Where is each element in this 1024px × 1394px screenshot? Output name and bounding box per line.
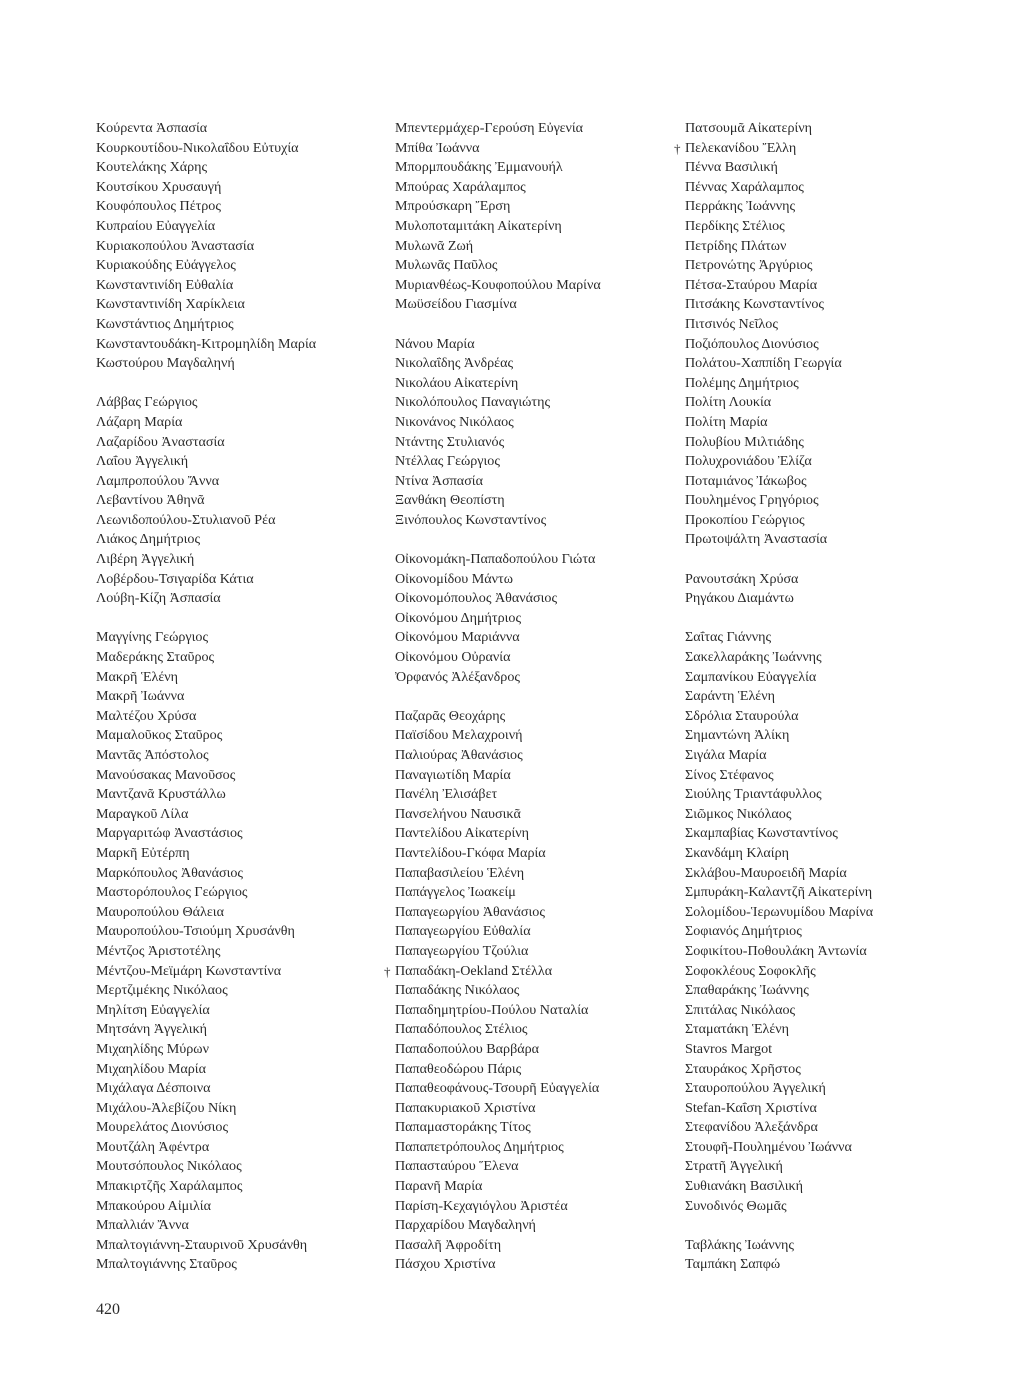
name-entry: Συνοδινός Θωμᾶς — [685, 1197, 787, 1214]
name-entry: Μαντᾶς Ἀπόστολος — [96, 747, 209, 763]
name-entry: Μιχάλου-Ἀλεβίζου Νίκη — [96, 1099, 237, 1116]
name-entry: Οἰκονόμου Δημήτριος — [395, 609, 522, 626]
name-entry: Σιῶμκος Νικόλαος — [685, 805, 792, 822]
dagger-mark: † — [674, 140, 681, 156]
name-entry: Παρίση-Κεχαγιόγλου Ἀριστέα — [395, 1197, 568, 1214]
group-spacer — [685, 550, 985, 570]
name-entry: Σκανδάμη Κλαίρη — [685, 844, 790, 861]
name-entry: Παπαδοπούλου Βαρβάρα — [395, 1040, 540, 1057]
name-entry: Παϊσίδου Μελαχροινή — [395, 727, 523, 744]
name-entry: Μιχάλαγα Δέσποινα — [96, 1080, 211, 1097]
name-entry: Παρχαρίδου Μαγδαληνή — [395, 1217, 536, 1234]
name-entry: Πετρονώτης Ἀργύριος — [685, 257, 813, 274]
name-entry: Μιχαηλίδης Μύρων — [96, 1040, 209, 1057]
name-entry: Πέννας Χαράλαμπος — [685, 178, 804, 195]
name-entry: Μυλωνᾶς Παῦλος — [395, 257, 498, 274]
page-number: 420 — [96, 1301, 120, 1318]
name-entry: Ταβλάκης Ἰωάννης — [685, 1236, 794, 1253]
name-entry: Πετρίδης Πλάτων — [685, 237, 787, 254]
name-entry: Κουτσίκου Χρυσαυγή — [96, 178, 222, 195]
name-entry: Πολυχρονιάδου Ἐλίζα — [685, 453, 812, 470]
name-entry: Μαρκῆ Εὐτέρπη — [96, 844, 190, 861]
name-entry: Λεβαντίνου Ἀθηνᾶ — [96, 492, 205, 509]
name-entry: Σαΐτας Γιάννης — [685, 629, 772, 646]
name-entry: Πασαλῆ Ἀφροδίτη — [395, 1236, 502, 1253]
name-entry: Οἰκονομάκη-Παπαδοπούλου Γιώτα — [395, 551, 596, 568]
name-entry: Μανούσακας Μανοῦσος — [96, 766, 236, 783]
name-entry: Κωνσταντινίδη Χαρίκλεια — [96, 296, 245, 313]
name-entry: Νικολάου Αἰκατερίνη — [395, 374, 519, 391]
name-entry: Μιχαηλίδου Μαρία — [96, 1060, 206, 1077]
name-entry: Πρωτοψάλτη Ἀναστασία — [685, 531, 828, 548]
name-entry: Παπαθεοδώρου Πάρις — [395, 1060, 522, 1077]
name-entry: Οἰκονόμου Μαριάννα — [395, 629, 520, 646]
name-entry: Παπαγεωργίου Εὐθαλία — [395, 923, 531, 940]
name-entry: Μπίθα Ἰωάννα — [395, 139, 480, 156]
name-entry: Ταμπάκη Σαπφώ — [685, 1256, 781, 1273]
name-entry: Μαγγίνης Γεώργιος — [96, 629, 209, 646]
name-entry: Κουτελάκης Χάρης — [96, 159, 208, 176]
name-entry: Σαράντη Ἑλένη — [685, 688, 775, 705]
name-entry: Κωνστάντιος Δημήτριος — [96, 315, 234, 332]
name-entry: Σπιτάλας Νικόλαος — [685, 1001, 796, 1018]
name-entry: Ρηγάκου Διαμάντω — [685, 590, 794, 607]
name-entry: Στρατῆ Ἀγγελική — [685, 1158, 783, 1175]
name-entry: Στεφανίδου Ἀλεξάνδρα — [685, 1119, 818, 1136]
name-entry: Μπρούσκαρη Ἔρση — [395, 198, 511, 215]
name-entry: Ποταμιάνος Ἰάκωβος — [685, 472, 807, 489]
name-entry: Μακρῆ Ἰωάννα — [96, 688, 185, 705]
name-entry: Παπαδάκης Νικόλαος — [395, 982, 520, 999]
name-entry: Μαραγκοῦ Λίλα — [96, 805, 189, 822]
name-entry: Μαδεράκης Σταῦρος — [96, 649, 215, 666]
name-entry: Stavros Margot — [685, 1040, 773, 1057]
name-entry: Προκοπίου Γεώργιος — [685, 511, 805, 528]
name-entry: Stefan-Καΐση Χριστίνα — [685, 1099, 817, 1116]
name-entry: Λεωνιδοπούλου-Στυλιανοῦ Ρέα — [96, 511, 276, 528]
name-entry: Μπούρας Χαράλαμπος — [395, 178, 526, 195]
name-entry: Κουφόπουλος Πέτρος — [96, 198, 221, 215]
name-entry: Ρανουτσάκη Χρύσα — [685, 570, 799, 587]
name-entry: Μυριανθέως-Κουφοπούλου Μαρίνα — [395, 276, 601, 293]
name-entry: Σπαθαράκης Ἰωάννης — [685, 982, 809, 999]
name-entry: Κωνσταντουδάκη-Κιτρομηλίδη Μαρία — [96, 335, 317, 352]
name-entry: Παναγιωτίδη Μαρία — [395, 766, 511, 783]
name-entry: Πατσουμᾶ Αἰκατερίνη — [685, 120, 813, 136]
name-entry: Ὀρφανός Ἀλέξανδρος — [395, 668, 520, 685]
name-entry: Πουλημένος Γρηγόριος — [685, 492, 819, 509]
name-entry: Ντίνα Ἀσπασία — [395, 472, 483, 489]
name-entry: Ξινόπουλος Κωνσταντίνος — [395, 511, 547, 528]
name-entry: Σαμπανίκου Εὐαγγελία — [685, 668, 817, 685]
name-entry: Λούβη-Κίζη Ἀσπασία — [96, 590, 221, 607]
name-entry: Πάσχου Χριστίνα — [395, 1256, 496, 1273]
name-entry: Κούρεντα Ἀσπασία — [96, 120, 208, 136]
name-entry: Λιάκος Δημήτριος — [96, 531, 201, 548]
name-entry: Παπαγεωργίου Ἀθανάσιος — [395, 903, 545, 920]
name-entry: Σκαμπαβίας Κωνσταντίνος — [685, 825, 838, 842]
name-entry: Πολέμης Δημήτριος — [685, 374, 799, 391]
name-entry: Πολίτη Μαρία — [685, 413, 768, 430]
group-spacer — [395, 530, 680, 550]
name-entry: Μαλτέζου Χρύσα — [96, 707, 197, 724]
name-entry: Μπαλτογιάννη-Σταυρινοῦ Χρυσάνθη — [96, 1236, 308, 1253]
name-entry: Λοβέρδου-Τσιγαρίδα Κάτια — [96, 570, 254, 587]
name-entry: Μουτσόπουλος Νικόλαος — [96, 1158, 242, 1175]
name-entry: Μωϋσείδου Γιασμίνα — [395, 296, 517, 313]
name-entry: Συθιανάκη Βασιλική — [685, 1178, 803, 1195]
name-entry: Σκλάβου-Μαυροειδῆ Μαρία — [685, 864, 847, 881]
name-entry: Μέντζου-Μεϊμάρη Κωνσταντίνα — [96, 962, 282, 979]
name-entry: Σταματάκη Ἑλένη — [685, 1021, 790, 1038]
name-entry: Μπαλτογιάννης Σταῦρος — [96, 1256, 237, 1273]
name-entry: Μαρκόπουλος Ἀθανάσιος — [96, 864, 244, 881]
name-entry: Σολομίδου-Ἱερωνυμίδου Μαρίνα — [685, 903, 874, 920]
name-entry: Οἰκονομόπουλος Ἀθανάσιος — [395, 590, 558, 607]
group-spacer — [395, 315, 680, 335]
name-entry: Μαμαλοῦκος Σταῦρος — [96, 727, 223, 744]
group-spacer — [96, 374, 386, 394]
name-entry: Λαμπροπούλου Ἄννα — [96, 472, 220, 489]
name-entry: Κωστούρου Μαγδαληνή — [96, 355, 235, 372]
name-entry: Μαργαριτώφ Ἀναστάσιος — [96, 825, 243, 842]
name-entry: Μυλωνᾶ Ζωή — [395, 237, 474, 254]
name-entry: Παπακυριακοῦ Χριστίνα — [395, 1099, 536, 1116]
name-column-2 — [384, 119, 680, 1275]
name-entry: Στουφῆ-Πουλημένου Ἰωάννα — [685, 1138, 852, 1155]
name-entry: Παλιούρας Ἀθανάσιος — [395, 747, 523, 763]
name-entry: Κουρκουτίδου-Νικολαΐδου Εὐτυχία — [96, 139, 299, 156]
group-spacer — [96, 609, 386, 629]
name-entry: Παντελίδου Αἰκατερίνη — [395, 825, 530, 842]
name-entry: Μαυροπούλου Θάλεια — [96, 903, 224, 920]
group-spacer — [685, 609, 985, 629]
name-entry: Οἰκονομίδου Μάντω — [395, 570, 513, 587]
name-entry: Κυριακούδης Εὐάγγελος — [96, 257, 236, 274]
group-spacer — [395, 687, 680, 707]
name-entry: Μητσάνη Ἀγγελική — [96, 1021, 208, 1038]
name-entry: Οἰκονόμου Οὐρανία — [395, 649, 511, 666]
name-entry: Πέννα Βασιλική — [685, 159, 778, 176]
name-entry: Πέτσα-Σταύρου Μαρία — [685, 276, 818, 293]
name-entry: Παντελίδου-Γκόφα Μαρία — [395, 844, 546, 861]
name-entry: Σημαντώνη Ἀλίκη — [685, 727, 790, 744]
name-entry: Μαντζανᾶ Κρυστάλλω — [96, 786, 226, 803]
name-entry: Κυριακοπούλου Ἀναστασία — [96, 237, 255, 254]
name-entry: Μπεντερμάχερ-Γερούση Εὐγενία — [395, 120, 584, 136]
name-entry: Παρανῆ Μαρία — [395, 1178, 483, 1195]
name-entry: † Παπαδάκη-Oekland Στέλλα — [395, 962, 680, 982]
name-entry: Μπαλλιάν Ἄννα — [96, 1217, 189, 1234]
name-entry: Μυλοποταμιτάκη Αἰκατερίνη — [395, 217, 562, 234]
name-entry: † Πελεκανίδου Ἔλλη — [685, 139, 985, 159]
name-entry: Παπασταύρου Ἕλενα — [395, 1158, 519, 1175]
name-entry: Περδίκης Στέλιος — [685, 217, 785, 234]
name-entry: Μπακούρου Αἰμιλία — [96, 1197, 211, 1214]
name-entry: Σοφικίτου-Ποθουλάκη Ἀντωνία — [685, 942, 867, 959]
name-entry: Σίνος Στέφανος — [685, 766, 774, 783]
name-entry: Λάββας Γεώργιος — [96, 394, 198, 411]
name-column-1 — [96, 119, 386, 1275]
name-entry: Μέντζος Ἀριστοτέλης — [96, 942, 221, 959]
name-entry: Πολάτου-Χαππίδη Γεωργία — [685, 355, 842, 372]
name-entry: Σιούλης Τριαντάφυλλος — [685, 786, 822, 803]
name-entry: Παπαγεωργίου Τζούλια — [395, 942, 529, 959]
name-entry: Σταυράκος Χρῆστος — [685, 1060, 801, 1077]
name-entry: Νικολαΐδης Ἀνδρέας — [395, 355, 514, 372]
name-entry: Σοφιανός Δημήτριος — [685, 923, 802, 940]
name-column-3 — [674, 119, 985, 1275]
name-entry: Σταυροπούλου Ἀγγελική — [685, 1080, 826, 1097]
name-entry: Πολίτη Λουκία — [685, 394, 772, 411]
name-entry: Πιτσάκης Κωνσταντίνος — [685, 296, 824, 313]
name-entry: Πανέλη Ἐλισάβετ — [395, 786, 498, 803]
dagger-mark: † — [384, 963, 391, 979]
name-entry: Σμπυράκη-Καλαντζῆ Αἰκατερίνη — [685, 884, 873, 901]
name-entry: Παπαβασιλείου Ἑλένη — [395, 864, 525, 881]
name-entry: Παπαδόπουλος Στέλιος — [395, 1021, 528, 1038]
name-entry: Πανσελήνου Ναυσικᾶ — [395, 805, 521, 822]
name-entry: Νάνου Μαρία — [395, 335, 475, 352]
name-entry: Νικολόπουλος Παναγιώτης — [395, 394, 551, 411]
name-entry: Μερτζιμέκης Νικόλαος — [96, 982, 228, 999]
group-spacer — [685, 1216, 985, 1236]
name-entry: Παπάγγελος Ἰωακείμ — [395, 884, 516, 901]
name-entry: Ξανθάκη Θεοπίστη — [395, 492, 505, 509]
name-entry: Μουρελάτος Διονύσιος — [96, 1119, 229, 1136]
name-entry: Ντέλλας Γεώργιος — [395, 453, 500, 470]
name-entry: Παπαπετρόπουλος Δημήτριος — [395, 1138, 564, 1155]
name-entry: Ντάντης Στυλιανός — [395, 433, 505, 450]
name-entry: Παζαρᾶς Θεοχάρης — [395, 707, 506, 724]
name-entry: Μαστορόπουλος Γεώργιος — [96, 884, 248, 901]
name-entry: Πολυβίου Μιλτιάδης — [685, 433, 804, 450]
name-entry: Λάζαρη Μαρία — [96, 413, 183, 430]
name-entry: Λαζαρίδου Ἀναστασία — [96, 433, 225, 450]
name-entry: Περράκης Ἰωάννης — [685, 198, 796, 215]
name-entry: Σοφοκλέους Σοφοκλῆς — [685, 962, 816, 979]
name-entry: Σακελλαράκης Ἰωάννης — [685, 649, 822, 666]
name-entry: Λαΐου Ἀγγελική — [96, 453, 189, 470]
name-entry: Σδρόλια Σταυρούλα — [685, 707, 799, 724]
name-entry: Ποζιόπουλος Διονύσιος — [685, 335, 819, 352]
name-entry: Μαυροπούλου-Τσιούμη Χρυσάνθη — [96, 923, 295, 940]
name-entry: Λιβέρη Ἀγγελική — [96, 551, 195, 568]
name-entry: Πιτσινός Νεῖλος — [685, 315, 778, 332]
name-entry: Μακρῆ Ἑλένη — [96, 668, 178, 685]
name-entry: Παπαδημητρίου-Πούλου Ναταλία — [395, 1001, 589, 1018]
name-entry: Κωνσταντινίδη Εὐθαλία — [96, 276, 234, 293]
name-entry: Μουτζάλη Ἀφέντρα — [96, 1138, 210, 1155]
name-entry: Μπορμπουδάκης Ἐμμανουήλ — [395, 159, 563, 176]
name-entry: Παπαθεοφάνους-Τσουρῆ Εὐαγγελία — [395, 1080, 600, 1097]
name-entry: Σιγάλα Μαρία — [685, 747, 767, 763]
name-entry: Νικονάνος Νικόλαος — [395, 413, 514, 430]
name-entry: Μηλίτση Εὐαγγελία — [96, 1001, 210, 1018]
name-entry: Παπαμαστοράκης Τίτος — [395, 1119, 531, 1136]
name-entry: Μπακιρτζῆς Χαράλαμπος — [96, 1178, 243, 1195]
name-entry: Κυπραίου Εὐαγγελία — [96, 217, 216, 234]
